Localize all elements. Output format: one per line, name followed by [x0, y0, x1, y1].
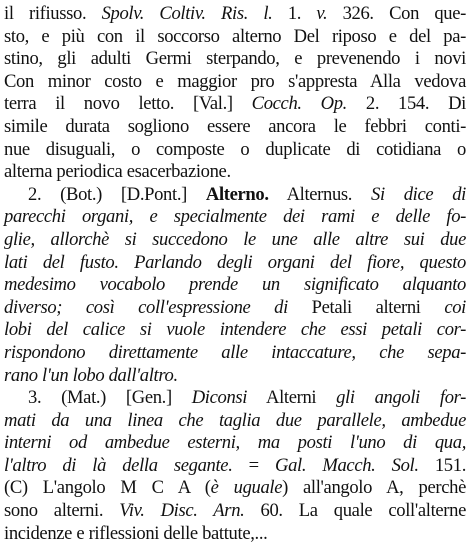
- text-run: il rifiusso.: [4, 3, 102, 24]
- text-run: 60. La quale coll'alterne: [244, 500, 466, 522]
- text-line: [4, 71, 466, 94]
- italic-text: è uguale: [210, 477, 283, 499]
- text-run: 151.: [418, 454, 466, 476]
- text-run: 2. 154. Di: [346, 93, 466, 115]
- text-run: 2. (Bot.) [D.Pont.]: [28, 183, 206, 205]
- text-run: Con minor costo e maggior pro s'appresta Alla vedova: [4, 70, 466, 92]
- text-run: Petali alterni: [287, 296, 445, 318]
- text-line: [4, 116, 466, 139]
- text-run: =: [232, 454, 276, 476]
- italic-text: rano l'un lobo dall'altro.: [4, 364, 178, 386]
- italic-text: glie, allorchè si succedono le une alle altre sui due: [4, 228, 466, 250]
- text-line: [4, 297, 466, 320]
- italic-text: Gal. Macch. Sol.: [275, 454, 419, 476]
- text-run: 326. Con que-: [327, 3, 466, 24]
- text-run: ) all'angolo A, perchè: [282, 477, 466, 499]
- italic-text: Viv. Disc. Arn.: [119, 500, 245, 522]
- italic-text: Si dice di: [371, 183, 466, 205]
- text-line: [4, 477, 466, 500]
- italic-text: parecchi organi, e specialmente dei rami e delle fo-: [4, 206, 466, 228]
- text-run: Alternus.: [268, 183, 372, 205]
- text-run: 3. (Mat.) [Gen.]: [28, 387, 192, 409]
- text-run: 1.: [272, 3, 317, 24]
- text-run: Alterni: [247, 387, 337, 409]
- headword: Alterno.: [205, 183, 269, 205]
- text-line: [4, 432, 466, 455]
- text-line: [4, 184, 466, 207]
- text-line: [4, 161, 466, 184]
- text-line: [4, 365, 466, 388]
- text-line: [4, 523, 466, 545]
- dictionary-entry-text: [4, 3, 466, 545]
- italic-text: Diconsi: [191, 387, 248, 409]
- text-line: [4, 319, 466, 342]
- text-line: [4, 252, 466, 275]
- italic-text: gli angoli for-: [336, 387, 467, 409]
- text-run: sono alterni.: [4, 500, 120, 522]
- text-run: stino, gli adulti Germi sterpando, e prevenendo i novi: [4, 48, 466, 70]
- text-line: [4, 139, 466, 162]
- text-line: [4, 342, 466, 365]
- text-run: simile durata sogliono essere ancora le febbri conti-: [4, 115, 466, 137]
- italic-text: mati da una linea che taglia due parallele, ambedue: [4, 409, 466, 431]
- text-line: [4, 93, 466, 116]
- text-run: incidenze e riflessioni delle battute,...: [4, 522, 268, 544]
- text-line: [4, 500, 466, 523]
- text-line: [4, 455, 466, 478]
- text-line: [4, 410, 466, 433]
- italic-text: diverso; così coll'espressione di: [4, 296, 288, 318]
- text-run: nue disuguali, o composte o duplicate di cotidiana o: [4, 138, 466, 160]
- italic-text: rispondono direttamente alle intaccature, che sepa-: [4, 341, 466, 363]
- text-run: terra il novo letto. [Val.]: [4, 93, 252, 115]
- italic-text: lati del fusto. Parlando degli organi del fiore, questo: [4, 251, 466, 273]
- italic-text: coi: [444, 296, 466, 318]
- italic-text: Spolv. Coltiv. Ris. l.: [101, 3, 273, 24]
- italic-text: interni od ambedue esterni, ma posti l'uno di qua,: [4, 432, 466, 454]
- text-run: alterna periodica esacerbazione.: [4, 161, 231, 183]
- italic-text: v.: [316, 3, 328, 24]
- text-line: [4, 26, 466, 49]
- italic-text: medesimo vocabolo prende un significato alquanto: [4, 274, 466, 296]
- text-line: [4, 206, 466, 229]
- text-line: [4, 229, 466, 252]
- italic-text: lobi del calice si vuole intendere che essi petali cor-: [4, 319, 466, 341]
- text-line: [4, 274, 466, 297]
- text-line: [4, 48, 466, 71]
- text-run: (C) L'angolo M C A (: [4, 477, 211, 499]
- italic-text: l'altro di là della segante.: [4, 454, 233, 476]
- text-run: sto, e più con il soccorso alterno Del riposo e del pa-: [4, 25, 466, 47]
- italic-text: Cocch. Op.: [251, 93, 347, 115]
- text-line: [4, 3, 466, 26]
- text-line: [4, 387, 466, 410]
